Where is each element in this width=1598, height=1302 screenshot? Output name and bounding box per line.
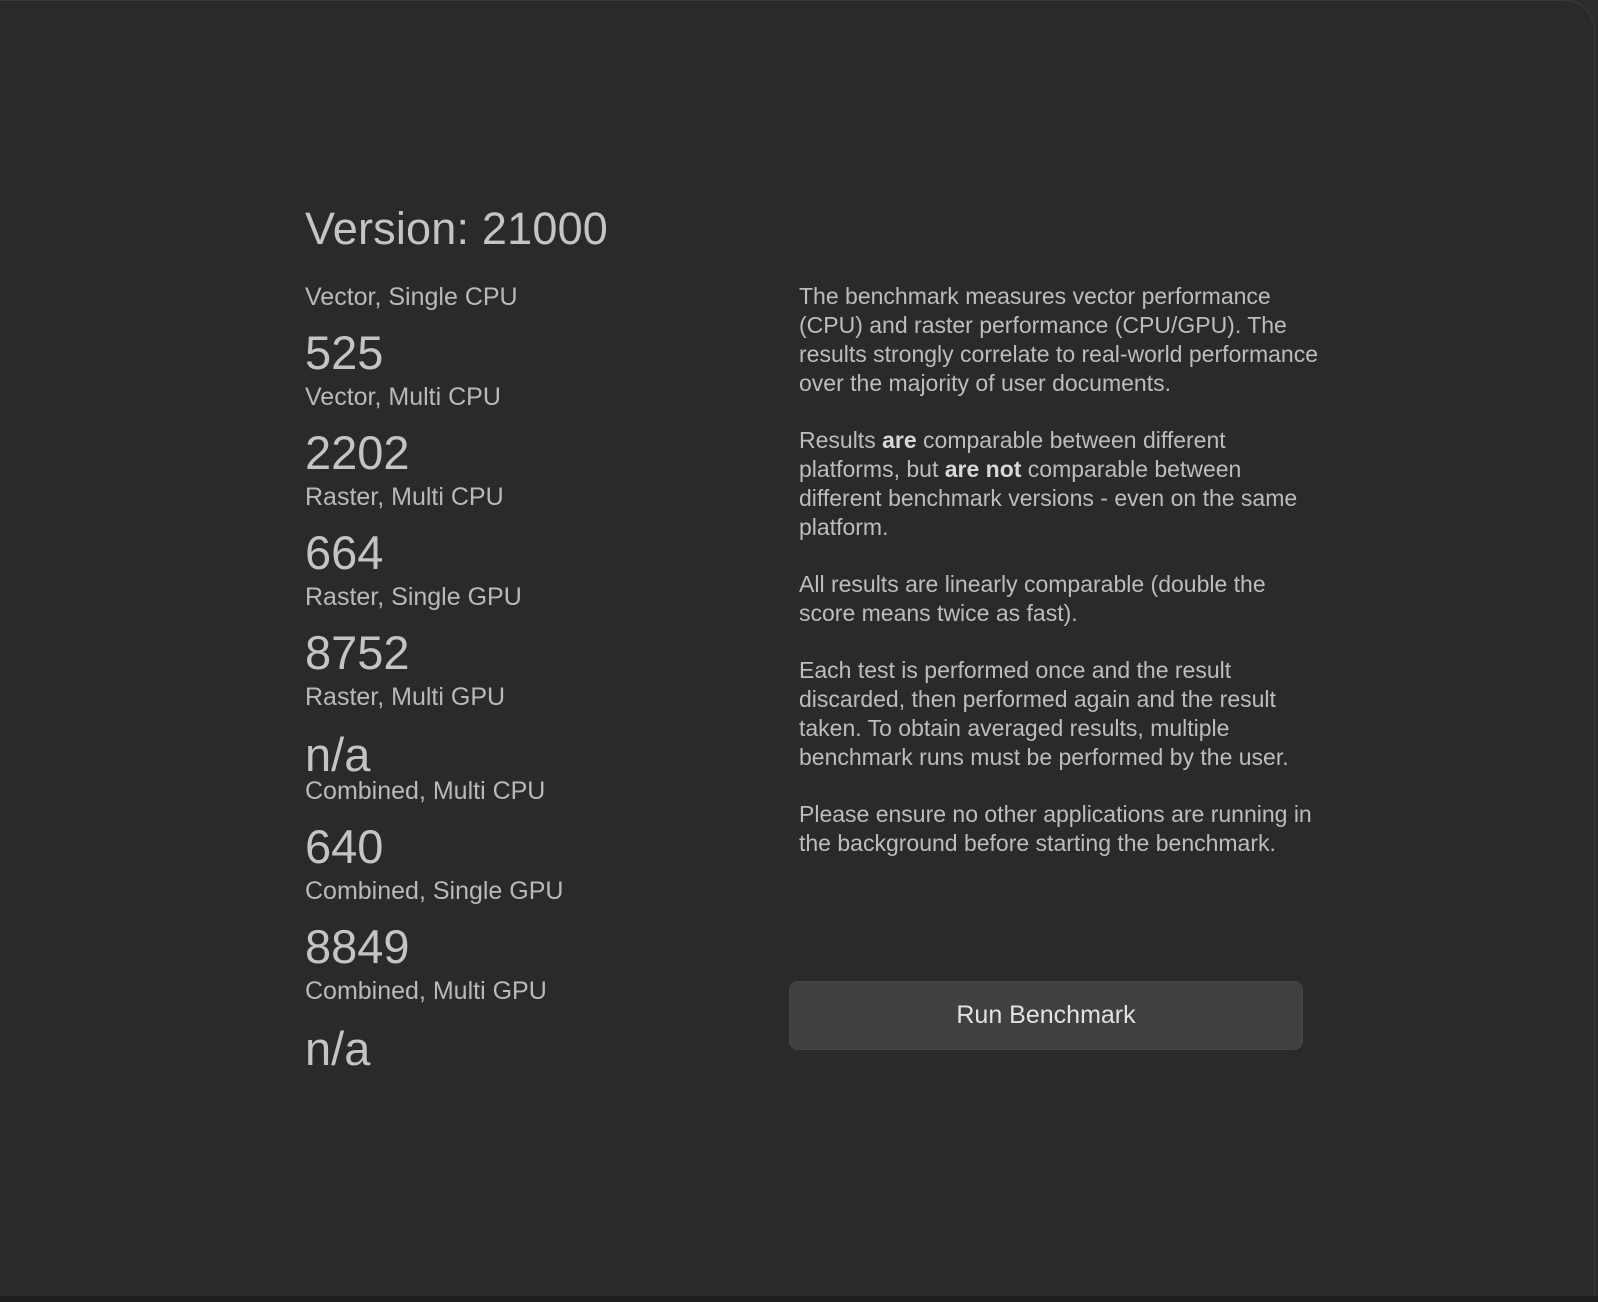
score-value-combined-multi-cpu: 640	[305, 820, 384, 873]
description-paragraph-linearity: All results are linearly comparable (double the score means twice as fast).	[799, 571, 1266, 626]
score-value-raster-multi-gpu: n/a	[305, 728, 371, 781]
window-bottom-edge	[0, 1296, 1598, 1302]
score-value-vector-single-cpu: 525	[305, 326, 384, 379]
description-text: comparable between different benchmark versions - even on the same platform.	[799, 456, 1298, 540]
score-label-combined-multi-cpu: Combined, Multi CPU	[305, 777, 546, 805]
score-value-raster-single-gpu: 8752	[305, 626, 410, 679]
score-value-combined-multi-gpu: n/a	[305, 1022, 371, 1075]
description-emphasis: are not	[944, 456, 1022, 482]
description-paragraph-advice: Please ensure no other applications are running in the background before starting the benchmark.	[799, 801, 1312, 856]
description-paragraph-overview: The benchmark measures vector performance (CPU) and raster performance (CPU/GPU). The results strongly correlate to real-world performance over the majority of user documents.	[799, 283, 1318, 396]
benchmark-description	[799, 282, 1319, 886]
score-label-raster-single-gpu: Raster, Single GPU	[305, 583, 522, 611]
description-text: Results	[799, 427, 883, 453]
score-label-raster-multi-gpu: Raster, Multi GPU	[305, 683, 506, 711]
version-title: Version: 21000	[305, 203, 609, 254]
score-value-vector-multi-cpu: 2202	[305, 426, 410, 479]
score-value-raster-multi-cpu: 664	[305, 526, 384, 579]
description-emphasis: are	[882, 427, 917, 453]
score-value-combined-single-gpu: 8849	[305, 920, 410, 973]
description-paragraph-comparability	[799, 426, 1319, 542]
description-paragraph-method: Each test is performed once and the result discarded, then performed again and the result taken. To obtain averaged results, multiple benchmark runs must be performed by the user.	[799, 657, 1289, 770]
score-label-combined-single-gpu: Combined, Single GPU	[305, 877, 564, 905]
score-label-vector-multi-cpu: Vector, Multi CPU	[305, 383, 501, 411]
score-label-vector-single-cpu: Vector, Single CPU	[305, 283, 518, 311]
score-label-raster-multi-cpu: Raster, Multi CPU	[305, 483, 504, 511]
score-label-combined-multi-gpu: Combined, Multi GPU	[305, 977, 547, 1005]
description-text: comparable between different platforms, but	[799, 427, 1226, 482]
run-benchmark-button[interactable]: Run Benchmark	[789, 981, 1303, 1050]
